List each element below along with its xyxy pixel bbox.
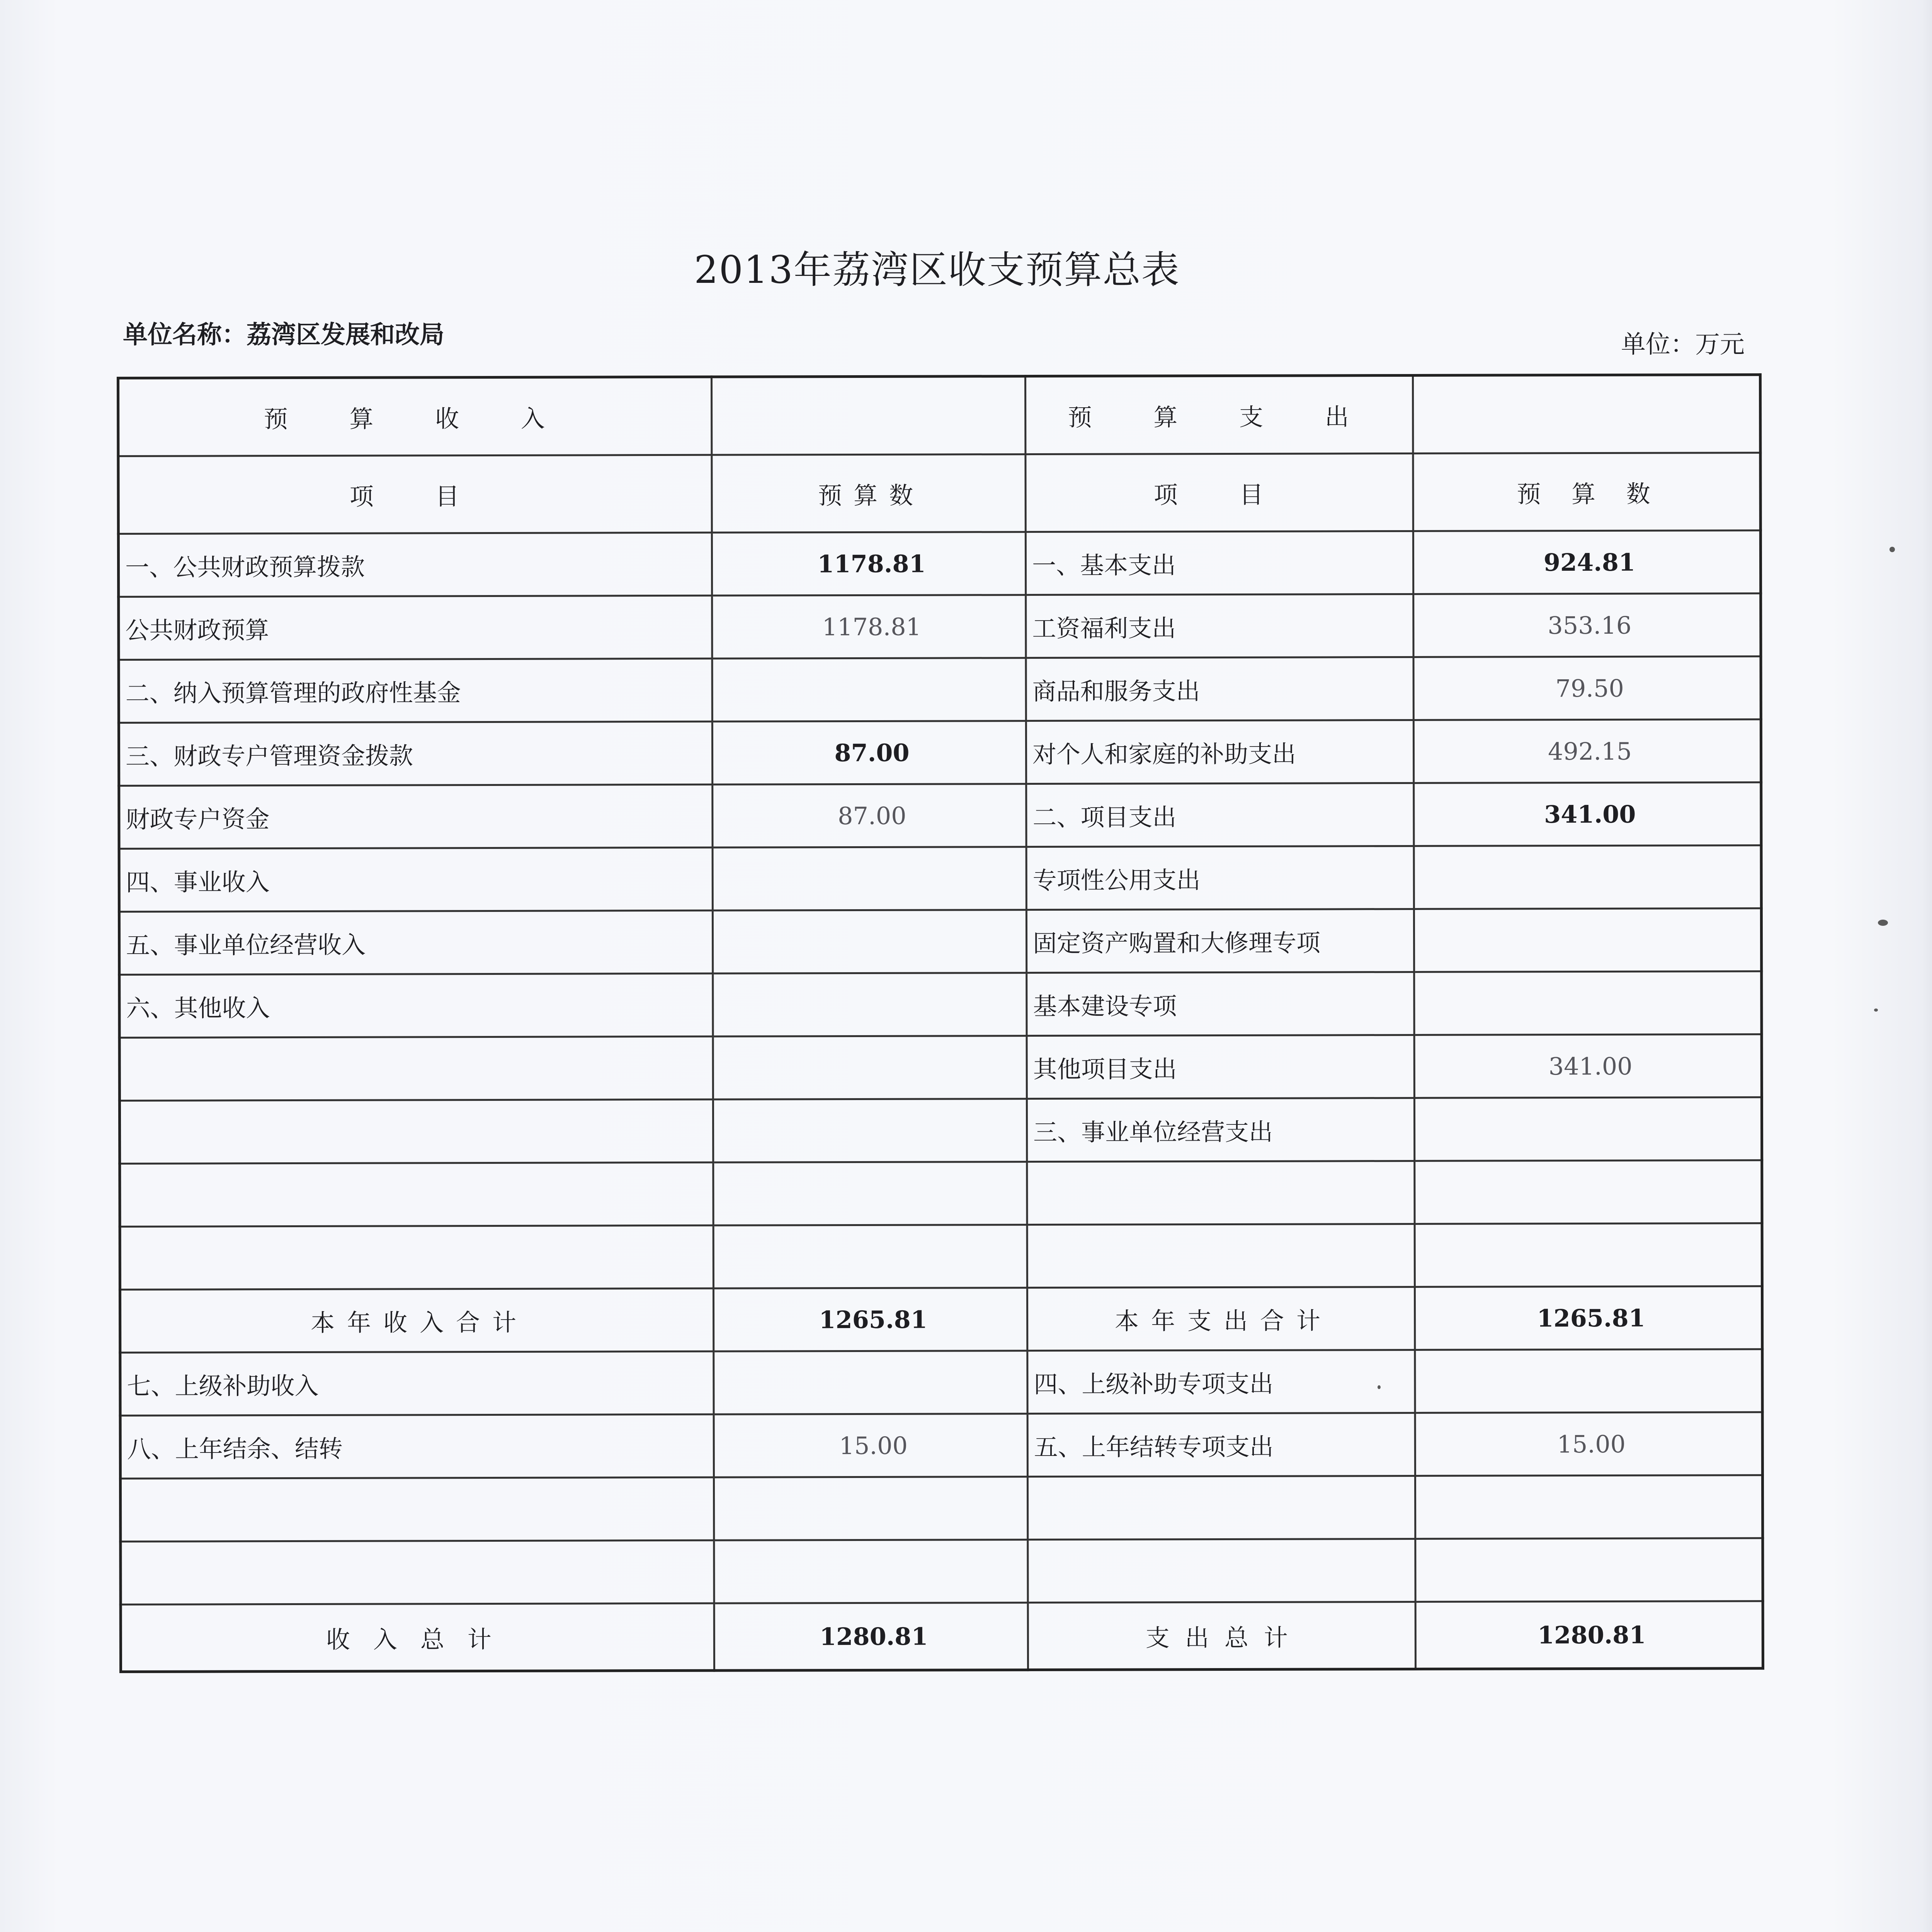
- expense-value: [1414, 845, 1761, 909]
- scan-speck: [1378, 1385, 1381, 1389]
- income-item: [120, 1162, 713, 1226]
- expense-item: 固定资产购置和大修理专项: [1026, 909, 1414, 973]
- table-row: [119, 594, 1761, 660]
- scan-speck: [1889, 547, 1895, 552]
- income-value: [714, 1477, 1027, 1541]
- expense-value: 353.16: [1413, 594, 1761, 657]
- expense-value: [1415, 1160, 1762, 1224]
- income-value: [713, 847, 1026, 911]
- income-value: [713, 1099, 1027, 1163]
- income-value: [713, 1036, 1027, 1100]
- header-amount-right: 预 算 数: [1413, 453, 1760, 531]
- table-row: [120, 1160, 1762, 1227]
- expense-item: [1027, 1161, 1415, 1225]
- expense-value: [1414, 1097, 1762, 1161]
- expense-item: 基本建设专项: [1027, 972, 1414, 1036]
- income-item: [120, 1477, 714, 1541]
- income-value: 1178.81: [712, 595, 1026, 659]
- table-row: [119, 908, 1761, 975]
- scan-speck: [1878, 920, 1888, 926]
- expense-item: 对个人和家庭的补助支出: [1026, 720, 1413, 784]
- income-item: 四、事业收入: [119, 847, 713, 912]
- income-item: 二、纳入预算管理的政府性基金: [119, 658, 712, 723]
- income-item: [121, 1540, 714, 1604]
- income-value: 1178.81: [712, 532, 1026, 596]
- header-income: 预 算 收 入: [118, 377, 712, 456]
- expense-item: 五、上年结转专项支出: [1027, 1413, 1415, 1476]
- income-item: [119, 1036, 713, 1100]
- income-value: 87.00: [712, 721, 1026, 785]
- table-row: [121, 1538, 1763, 1605]
- header-blank-left: [712, 376, 1026, 455]
- expense-item: [1027, 1476, 1415, 1539]
- expense-item: 三、事业单位经营支出: [1027, 1098, 1414, 1162]
- table-row: [119, 1034, 1762, 1101]
- expense-value: [1415, 1349, 1762, 1413]
- table-row: [119, 845, 1761, 912]
- expense-item: 专项性公用支出: [1026, 846, 1414, 910]
- page-title: 2013年荔湾区收支预算总表: [694, 248, 1180, 292]
- page-edge-shadow: [1922, 0, 1932, 1932]
- expense-item: 工资福利支出: [1026, 594, 1413, 658]
- expense-value: 15.00: [1415, 1412, 1762, 1476]
- header-item-left: 项 目: [118, 455, 712, 534]
- expense-item: [1028, 1539, 1415, 1602]
- table-row: [120, 1475, 1762, 1542]
- expense-value: 924.81: [1413, 531, 1760, 594]
- expense-item: [1027, 1224, 1415, 1287]
- expense-value: 341.00: [1414, 782, 1761, 846]
- income-total-label: 收入总计: [121, 1603, 714, 1672]
- expense-value: 492.15: [1413, 719, 1761, 783]
- income-subtotal-value: 1265.81: [713, 1288, 1027, 1352]
- income-value: 87.00: [713, 784, 1026, 848]
- budget-summary-table: [117, 373, 1764, 1673]
- table-row: [119, 1097, 1762, 1164]
- table-row: [118, 531, 1760, 597]
- expense-item: 商品和服务支出: [1026, 657, 1413, 721]
- expense-value: [1415, 1223, 1762, 1287]
- expense-subtotal-label: 本年支出合计: [1027, 1287, 1415, 1350]
- table-row: [119, 971, 1762, 1038]
- income-item: [120, 1225, 713, 1289]
- expense-value: [1414, 908, 1761, 972]
- income-item: 六、其他收入: [119, 973, 713, 1037]
- expense-total-label: 支出总计: [1028, 1602, 1415, 1670]
- expense-item: 二、项目支出: [1026, 783, 1414, 847]
- expense-item: 一、基本支出: [1026, 531, 1413, 595]
- header-item-right: 项 目: [1026, 453, 1413, 532]
- unit-name: 单位名称：荔湾区发展和改局: [123, 320, 444, 349]
- header-expense: 预 算 支 出: [1026, 375, 1413, 454]
- expense-item: 四、上级补助专项支出: [1027, 1350, 1415, 1413]
- expense-value: 79.50: [1413, 656, 1761, 720]
- income-value: [713, 1225, 1027, 1289]
- currency-unit: 单位：万元: [1621, 330, 1745, 359]
- income-value: [712, 658, 1026, 722]
- table-row: [120, 1412, 1762, 1479]
- income-value: [714, 1351, 1027, 1415]
- table-row: [120, 1223, 1762, 1290]
- income-item: 五、事业单位经营收入: [119, 910, 713, 975]
- income-item: [119, 1099, 713, 1163]
- income-value: [713, 1162, 1027, 1226]
- header-amount-left: 预算数: [712, 454, 1026, 533]
- table-row: [119, 719, 1761, 786]
- table-row: [120, 1349, 1762, 1416]
- expense-item: 其他项目支出: [1027, 1035, 1414, 1099]
- income-item: 财政专户资金: [119, 784, 713, 849]
- table-row: [119, 782, 1761, 849]
- expense-total-value: 1280.81: [1415, 1601, 1763, 1669]
- income-item: 公共财政预算: [119, 595, 712, 660]
- table-row: [119, 656, 1761, 723]
- table-header-row: [118, 375, 1760, 456]
- income-value: [713, 910, 1026, 974]
- income-item: 七、上级补助收入: [120, 1351, 714, 1415]
- income-item: 八、上年结余、结转: [120, 1414, 714, 1478]
- income-item: 三、财政专户管理资金拨款: [119, 721, 712, 786]
- grand-total-row: [121, 1601, 1763, 1672]
- scan-speck: [1874, 1009, 1878, 1012]
- expense-subtotal-value: 1265.81: [1415, 1286, 1762, 1350]
- expense-value: [1414, 971, 1762, 1035]
- income-total-value: 1280.81: [714, 1603, 1028, 1671]
- income-value: 15.00: [714, 1414, 1027, 1478]
- table-subheader-row: [118, 453, 1760, 534]
- header-blank-right: [1413, 375, 1760, 454]
- expense-value: [1415, 1475, 1762, 1539]
- income-item: 一、公共财政预算拨款: [118, 532, 712, 597]
- income-value: [713, 973, 1027, 1037]
- income-subtotal-label: 本年收入合计: [120, 1288, 713, 1352]
- subtotal-row: [120, 1286, 1762, 1353]
- income-value: [714, 1540, 1028, 1604]
- expense-value: [1415, 1538, 1763, 1602]
- expense-value: 341.00: [1414, 1034, 1762, 1098]
